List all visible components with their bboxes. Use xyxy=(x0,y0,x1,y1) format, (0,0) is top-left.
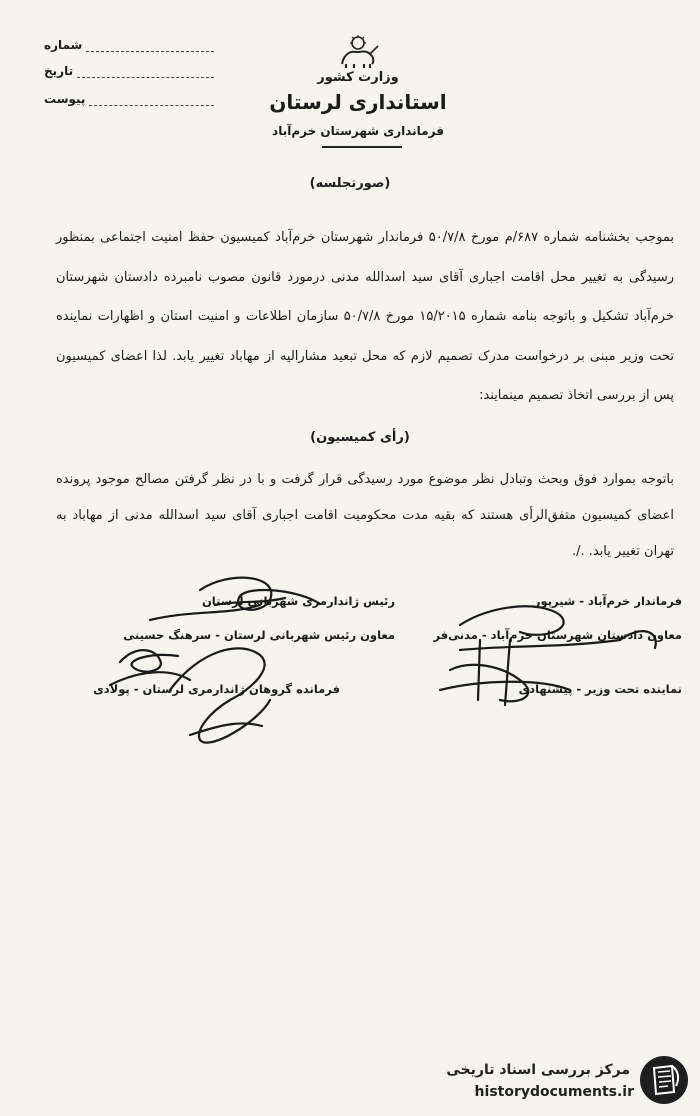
date-label: تاریخ xyxy=(44,64,74,78)
attachment-field xyxy=(44,92,214,106)
signature-label: فرمانده گروهان ژاندارمری لرستان - پولادی xyxy=(93,682,340,696)
document-title: (صورتجلسه) xyxy=(309,176,391,191)
attachment-blank xyxy=(89,95,214,106)
signature-label: معاون دادستان شهرستان خرم‌آباد - مدنی‌فر xyxy=(433,628,682,642)
signature-label: رئیس ژاندارمری شهربانی لرستان xyxy=(201,594,395,608)
number-label: شماره xyxy=(44,38,83,52)
signature-label: معاون رئیس شهربانی لرستان - سرهنگ حسینی xyxy=(123,628,395,642)
date-field xyxy=(44,64,214,78)
verdict-paragraph: باتوجه بموارد فوق وبحث وتبادل نظر موضوع مورد رسیدگی قرار گرفت و با در نظر گرفتن مصالح موجود پرونده اعضای کمیسیون متفق‌الرأی هستند که بقیه مدت محکومیت اقامت اجباری آقای سید اسدالله مدنی از مهاباد به تهران تغییر یابد. ./. xyxy=(56,472,674,559)
signature-label: نماینده تحت وزیر - پیشنهادی xyxy=(518,682,682,696)
archive-watermark xyxy=(420,1054,690,1110)
lion-and-sun-emblem-icon xyxy=(336,34,380,70)
header-divider xyxy=(322,146,402,148)
signature-label: فرماندار خرم‌آباد - شیرپور xyxy=(533,594,682,608)
watermark-url: historydocuments.ir xyxy=(474,1084,634,1100)
number-blank xyxy=(86,41,214,52)
archive-logo-icon xyxy=(638,1054,690,1106)
attachment-label: پیوست xyxy=(44,92,86,106)
governorate-name: استانداری لرستان xyxy=(269,90,447,114)
ministry-name: وزارت کشور xyxy=(317,70,399,85)
county-office-name: فرمانداری شهرستان خرم‌آباد xyxy=(272,124,444,138)
number-field xyxy=(44,38,214,52)
minutes-paragraph: بموجب بخشنامه شماره ۶۸۷/م مورخ ۵۰/۷/۸ فرماندار شهرستان خرم‌آباد کمیسیون حفظ امنیت اجتماعی بمنظور رسیدگی به تغییر محل اقامت اجباری آقای سید اسدالله مدنی درمورد قانون مصوب نامبرده دادستان شهرستان خرم‌آباد تشکیل و باتوجه بنامه شماره ۱۵/۲۰۱۵ مورخ ۵۰/۷/۸ سازمان اطلاعات و امنیت استان و اظهارات نماینده تحت وزیر مبنی بر درخواست مدرک تصمیم لازم که محل تبعید مشارالیه از مهاباد تغییر یابد. لذا اعضای کمیسیون پس از بررسی اتخاذ تصمیم مینمایند: xyxy=(56,230,674,403)
date-blank xyxy=(77,67,214,78)
watermark-title: مرکز بررسی اسناد تاریخی xyxy=(446,1062,630,1078)
verdict-title: (رأی کمیسیون) xyxy=(310,430,410,445)
